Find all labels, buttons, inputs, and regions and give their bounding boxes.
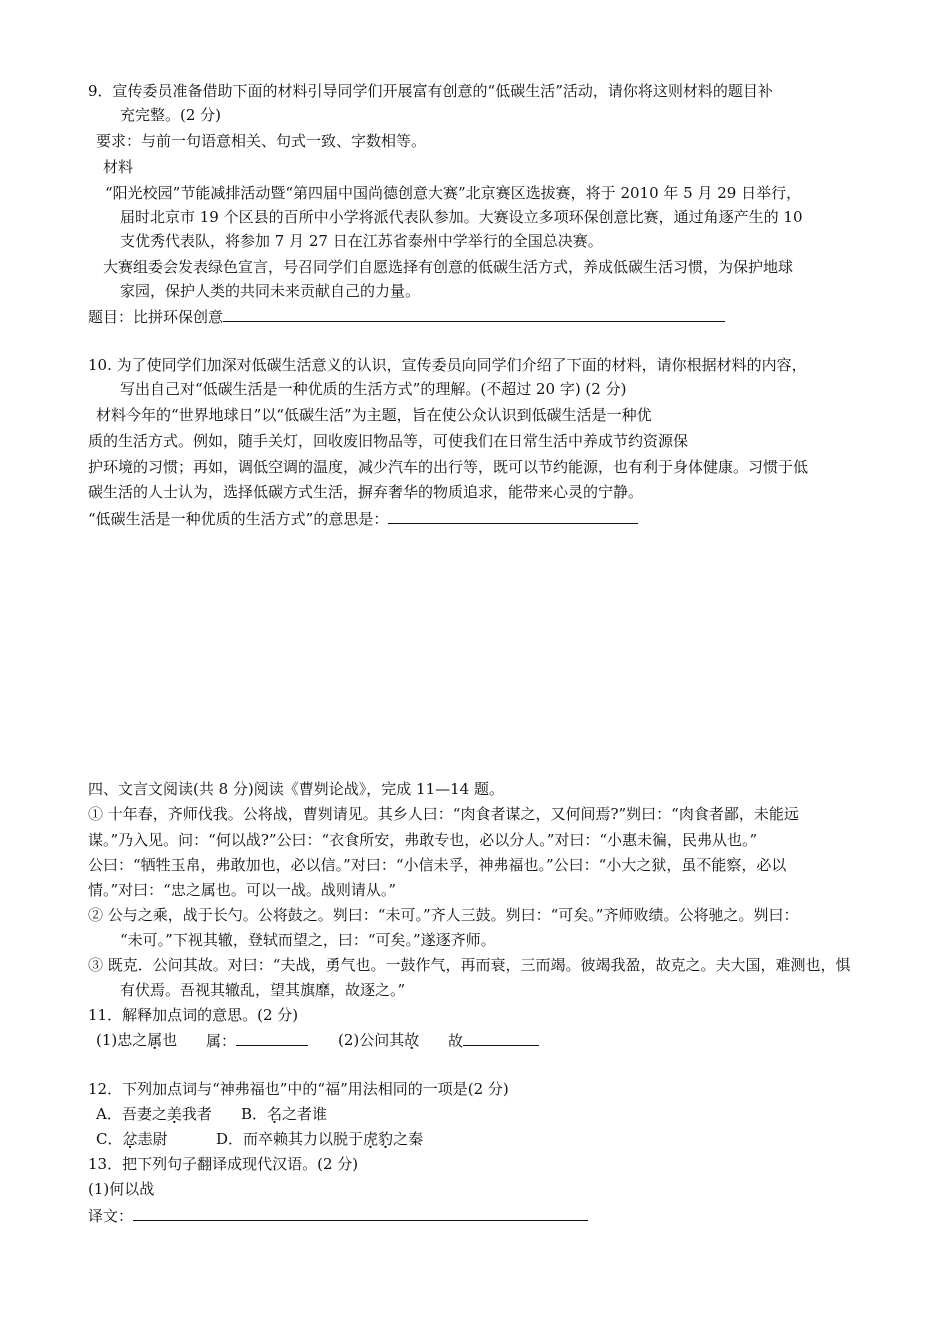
q12-option-a-prefix: A．吾妻之	[96, 1105, 167, 1123]
q9-material-label: 材料	[103, 158, 134, 176]
q11-item1	[96, 1029, 177, 1051]
q10-material-line1: 材料今年的“世界地球日”以“低碳生活”为主题，旨在使公众认识到低碳生活是一种优	[96, 406, 652, 424]
passage-para1-line4: 情。”对曰：“忠之属也。可以一战。战则请从。”	[88, 881, 397, 899]
q9-stem-line2: 充完整。(2 分)	[120, 106, 222, 124]
q13-translation-blank[interactable]	[133, 1204, 588, 1221]
q12-title: 12．下列加点词与“神弗福也”中的“福”用法相同的一项是(2 分)	[88, 1080, 509, 1098]
q11-item1-suffix: 也	[162, 1031, 178, 1049]
q13-translation-line	[88, 1204, 588, 1227]
passage-para2-line2: “未可。”下视其辙，登轼而望之，曰：“可矣。”遂逐齐师。	[120, 931, 496, 949]
q12-option-c-dotted-word: 忿	[122, 1130, 138, 1148]
q13-title: 13．把下列句子翻译成现代汉语。(2 分)	[88, 1155, 359, 1173]
passage-para3-line1: ③ 既克．公问其故。对曰：“夫战，勇气也。一鼓作气，再而衰，三而竭。彼竭我盈，故克之。夫大国，难测也，惧	[88, 956, 851, 974]
q12-option-c-suffix: 恚尉	[137, 1130, 168, 1148]
q12-option-a[interactable]	[96, 1103, 212, 1125]
q12-option-b[interactable]	[241, 1103, 327, 1125]
q11-item1-answer	[206, 1029, 308, 1052]
q10-material-line3: 护环境的习惯；再如，调低空调的温度，减少汽车的出行等，既可以节约能源，也有利于身体健康。习惯于低	[88, 458, 809, 476]
q9-material-p2-line2: 家园，保护人类的共同未来贡献自己的力量。	[120, 282, 421, 300]
q13-translation-label: 译文：	[88, 1207, 134, 1225]
passage-para1-line3: 公曰：“牺牲玉帛，弗敢加也，必以信。”对曰：“小信未孚，神弗福也。”公曰：“小大之狱，虽不能察，必以	[88, 856, 787, 874]
q11-item2-blank[interactable]	[463, 1029, 539, 1046]
q10-answer-line	[88, 507, 638, 530]
q9-material-p1-line1: “阳光校园”节能减排活动暨“第四届中国尚德创意大赛”北京赛区选拔赛，将于 2010 年 5 月 29 日举行，	[105, 184, 802, 202]
q9-material-p2-line1: 大赛组委会发表绿色宣言，号召同学们自愿选择有创意的低碳生活方式，养成低碳生活习惯，为保护地球	[103, 258, 794, 276]
q11-item2-dotted-word: 故	[404, 1031, 420, 1049]
q9-answer-blank[interactable]	[223, 305, 725, 322]
q10-stem-line2: 写出自己对“低碳生活是一种优质的生活方式”的理解。(不超过 20 字) (2 分)	[120, 380, 627, 398]
q9-material-p1-line3: 支优秀代表队，将参加 7 月 27 日在江苏省泰州中学举行的全国总决赛。	[120, 232, 603, 250]
passage-para3-line2: 有伏焉。吾视其辙乱，望其旗靡，故逐之。”	[120, 981, 406, 999]
q12-option-b-prefix: B．	[241, 1105, 268, 1123]
q9-title-prefix: 题目：比拼环保创意	[88, 308, 224, 326]
q9-stem-line1: 9．宣传委员准备借助下面的材料引导同学们开展富有创意的“低碳生活”活动，请你将这则材料的题目补	[88, 82, 773, 100]
q12-option-d-prefix: D．而卒赖其力以脱于	[216, 1130, 364, 1148]
q12-option-a-suffix: 我者	[181, 1105, 212, 1123]
q11-item1-dotted-word: 属	[147, 1031, 163, 1049]
q11-item2-word-label: 故	[448, 1032, 464, 1050]
q12-option-d-dotted-word-2: 豹	[378, 1130, 394, 1148]
q12-option-c-prefix: C．	[96, 1130, 123, 1148]
q12-option-a-dotted-word: 美	[166, 1105, 182, 1123]
q12-option-b-suffix: 之者谁	[282, 1105, 328, 1123]
q9-material-p1-line2: 届时北京市 19 个区县的百所中小学将派代表队参加。大赛设立多项环保创意比赛，通过角逐产生的 10	[120, 208, 803, 226]
q10-answer-prefix: “低碳生活是一种优质的生活方式”的意思是：	[88, 510, 389, 528]
q12-option-d-dotted-word-1: 虎	[363, 1130, 379, 1148]
section4-heading: 四、文言文阅读(共 8 分)阅读《曹刿论战》，完成 11—14 题。	[88, 780, 504, 798]
passage-para1-line2: 谋。”乃入见。问：“何以战?”公曰：“衣食所安，弗敢专也，必以分人。”对曰：“小惠未徧，民弗从也。”	[88, 831, 758, 849]
q11-item1-word-label: 属：	[206, 1032, 237, 1050]
q11-item2	[338, 1029, 419, 1051]
q12-option-c[interactable]	[96, 1128, 168, 1150]
q12-option-d-suffix: 之秦	[393, 1130, 424, 1148]
q11-item2-prefix: (2)公问其	[338, 1031, 405, 1049]
passage-para1-line1: ① 十年春，齐师伐我。公将战，曹刿请见。其乡人曰：“肉食者谋之，又何间焉?”刿曰：“肉食者鄙，未能远	[88, 805, 799, 823]
q11-item1-blank[interactable]	[236, 1029, 308, 1046]
q11-title: 11．解释加点词的意思。(2 分)	[88, 1006, 299, 1024]
q10-material-line4: 碳生活的人士认为，选择低碳方式生活，摒弃奢华的物质追求，能带来心灵的宁静。	[88, 483, 644, 501]
q10-stem-line1: 10. 为了使同学们加深对低碳生活意义的认识，宣传委员向同学们介绍了下面的材料，请你根据材料的内容，	[88, 356, 807, 374]
q12-option-d[interactable]	[216, 1128, 423, 1150]
q9-title-line	[88, 305, 725, 328]
q11-item1-prefix: (1)忠之	[96, 1031, 148, 1049]
q9-requirement: 要求：与前一句语意相关、句式一致、字数相等。	[96, 132, 427, 150]
q10-material-line2: 质的生活方式。例如，随手关灯，回收废旧物品等，可使我们在日常生活中养成节约资源保	[88, 432, 689, 450]
q12-option-b-dotted-word: 名	[267, 1105, 283, 1123]
q11-item2-answer	[448, 1029, 539, 1052]
q13-item1: (1)何以战	[88, 1180, 155, 1198]
passage-para2-line1: ② 公与之乘，战于长勺。公将鼓之。刿曰：“未可。”齐人三鼓。刿曰：“可矣。”齐师败绩。公将驰之。刿曰：	[88, 906, 799, 924]
q10-answer-blank[interactable]	[388, 507, 638, 524]
